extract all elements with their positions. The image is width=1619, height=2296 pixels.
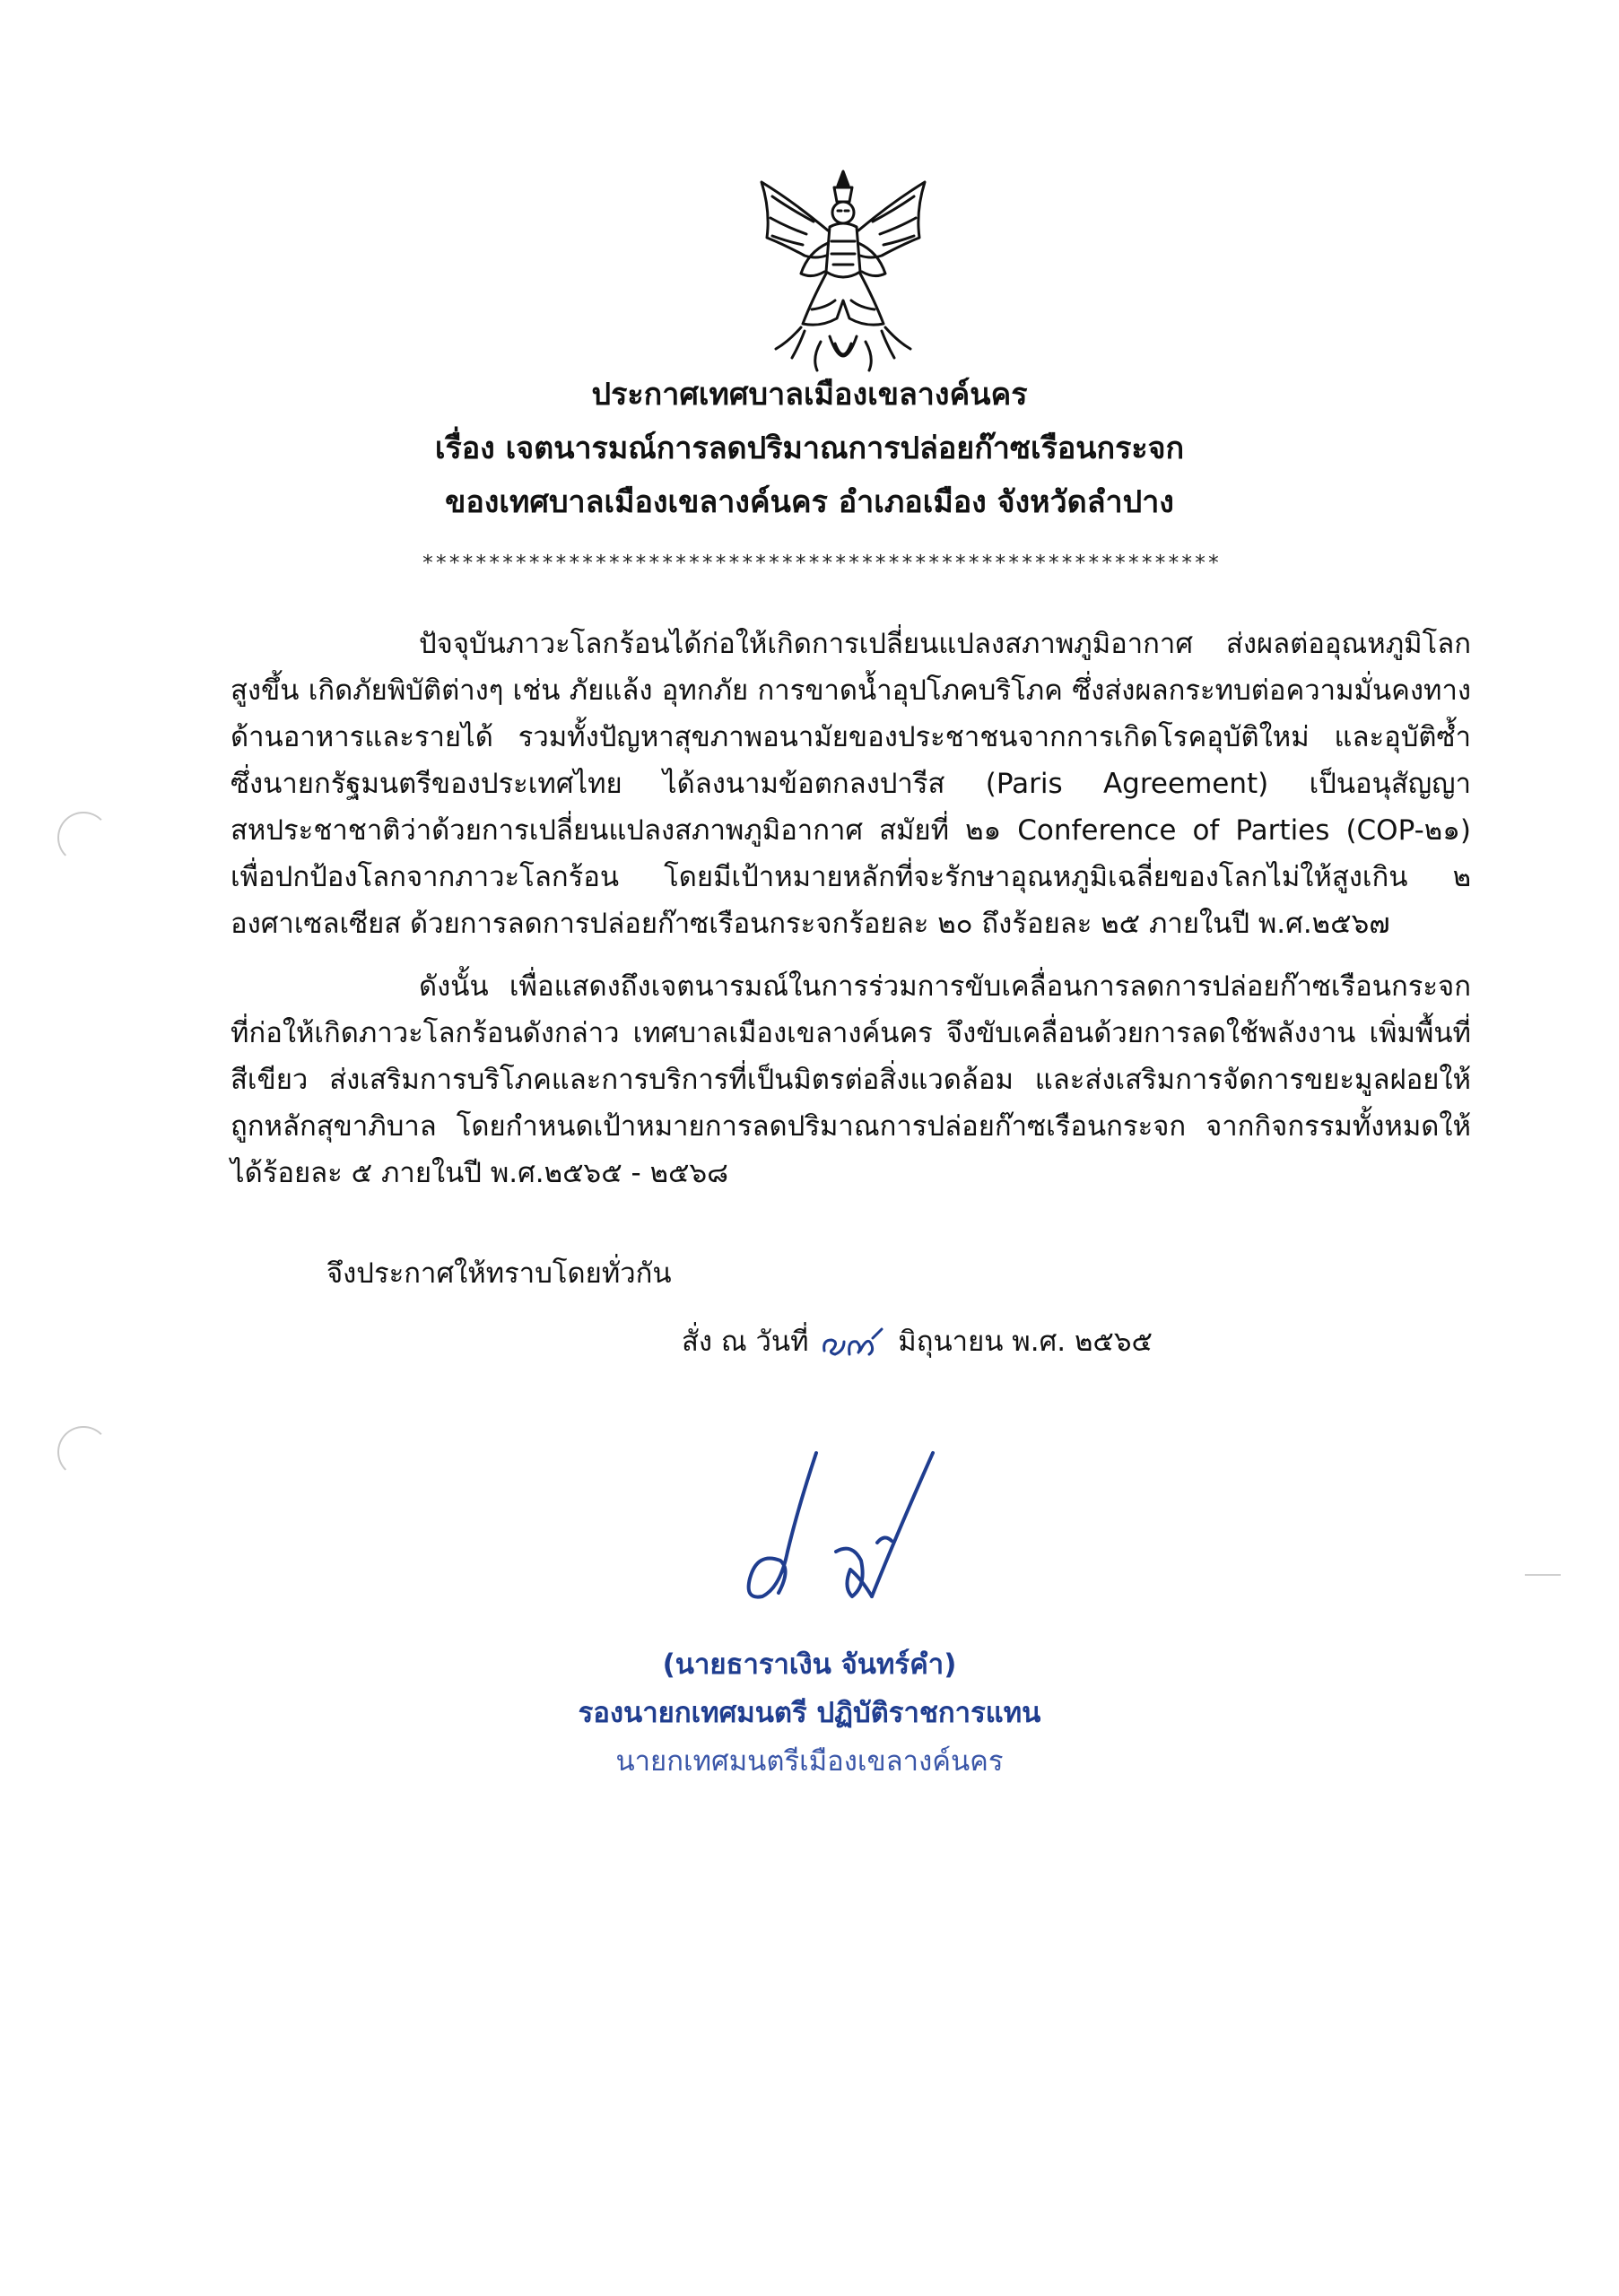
date-suffix: มิถุนายน พ.ศ. ๒๕๖๕ <box>898 1326 1153 1358</box>
signatory-office: นายกเทศมนตรีเมืองเขลางค์นคร <box>615 1745 1004 1778</box>
announcement-subject: เรื่อง เจตนารมณ์การลดปริมาณการปล่อยก๊าซเรือนกระจก <box>434 430 1185 466</box>
scan-mark <box>1525 1574 1561 1576</box>
closing-statement: จึงประกาศให้ทราบโดยทั่วกัน <box>326 1257 672 1290</box>
announcement-title: ประกาศเทศบาลเมืองเขลางค์นคร <box>591 377 1028 413</box>
signatory-name: (นายธาราเงิน จันทร์คำ) <box>662 1648 957 1681</box>
handwritten-signature <box>727 1435 1023 1623</box>
punch-hole-mark <box>57 1426 109 1478</box>
punch-hole-mark <box>57 812 109 864</box>
body-paragraph-1: ปัจจุบันภาวะโลกร้อนได้ก่อให้เกิดการเปลี่ยนแปลงสภาพภูมิอากาศ ส่งผลต่ออุณหภูมิโลกสูงขึ้น เกิดภัยพิบัติต่างๆ เช่น ภัยแล้ง อุทกภัย การขาดน้ำอุปโภคบริโภค ซึ่งส่งผลกระทบต่อความมั่นคงทางด้านอาหารและรายได้ รวมทั้งปัญหาสุขภาพอนามัยของประชาชนจากการเกิดโรคอุบัติใหม่ และอุบัติซ้ำซึ่งนายกรัฐมนตรีของประเทศไทย ได้ลงนามข้อตกลงปารีส (Paris Agreement) เป็นอนุสัญญาสหประชาชาติว่าด้วยการเปลี่ยนแปลงสภาพภูมิอากาศ สมัยที่ ๒๑ Conference of Parties (COP-๒๑) เพื่อปกป้องโลกจากภาวะโลกร้อน โดยมีเป้าหมายหลักที่จะรักษาอุณหภูมิเฉลี่ยของโลกไม่ให้สูงเกิน ๒ องศาเซลเซียส ด้วยการลดการปล่อยก๊าซเรือนกระจกร้อยละ ๒๐ ถึงร้อยละ ๒๕ ภายในปี พ.ศ.๒๕๖๗ <box>231 628 1471 940</box>
date-prefix: สั่ง ณ วันที่ <box>682 1326 809 1358</box>
handwritten-day <box>817 1324 889 1363</box>
announcement-body <box>231 621 1471 1213</box>
signatory-position: รองนายกเทศมนตรี ปฏิบัติราชการแทน <box>578 1697 1041 1729</box>
date-line <box>682 1318 1153 1363</box>
separator-line: ************************************************************ <box>422 552 1221 575</box>
garuda-emblem-icon <box>749 166 937 381</box>
body-paragraph-2: ดังนั้น เพื่อแสดงถึงเจตนารมณ์ในการร่วมการขับเคลื่อนการลดการปล่อยก๊าซเรือนกระจกที่ก่อให้เกิดภาวะโลกร้อนดังกล่าว เทศบาลเมืองเขลางค์นคร จึงขับเคลื่อนด้วยการลดใช้พลังงาน เพิ่มพื้นที่สีเขียว ส่งเสริมการบริโภคและการบริการที่เป็นมิตรต่อสิ่งแวดล้อม และส่งเสริมการจัดการขยะมูลฝอยให้ถูกหลักสุขาภิบาล โดยกำหนดเป้าหมายการลดปริมาณการปล่อยก๊าซเรือนกระจก จากกิจกรรมทั้งหมดให้ได้ร้อยละ ๕ ภายในปี พ.ศ.๒๕๖๕ - ๒๕๖๘ <box>231 970 1471 1189</box>
announcement-issuer: ของเทศบาลเมืองเขลางค์นคร อำเภอเมือง จังหวัดลำปาง <box>445 484 1174 520</box>
